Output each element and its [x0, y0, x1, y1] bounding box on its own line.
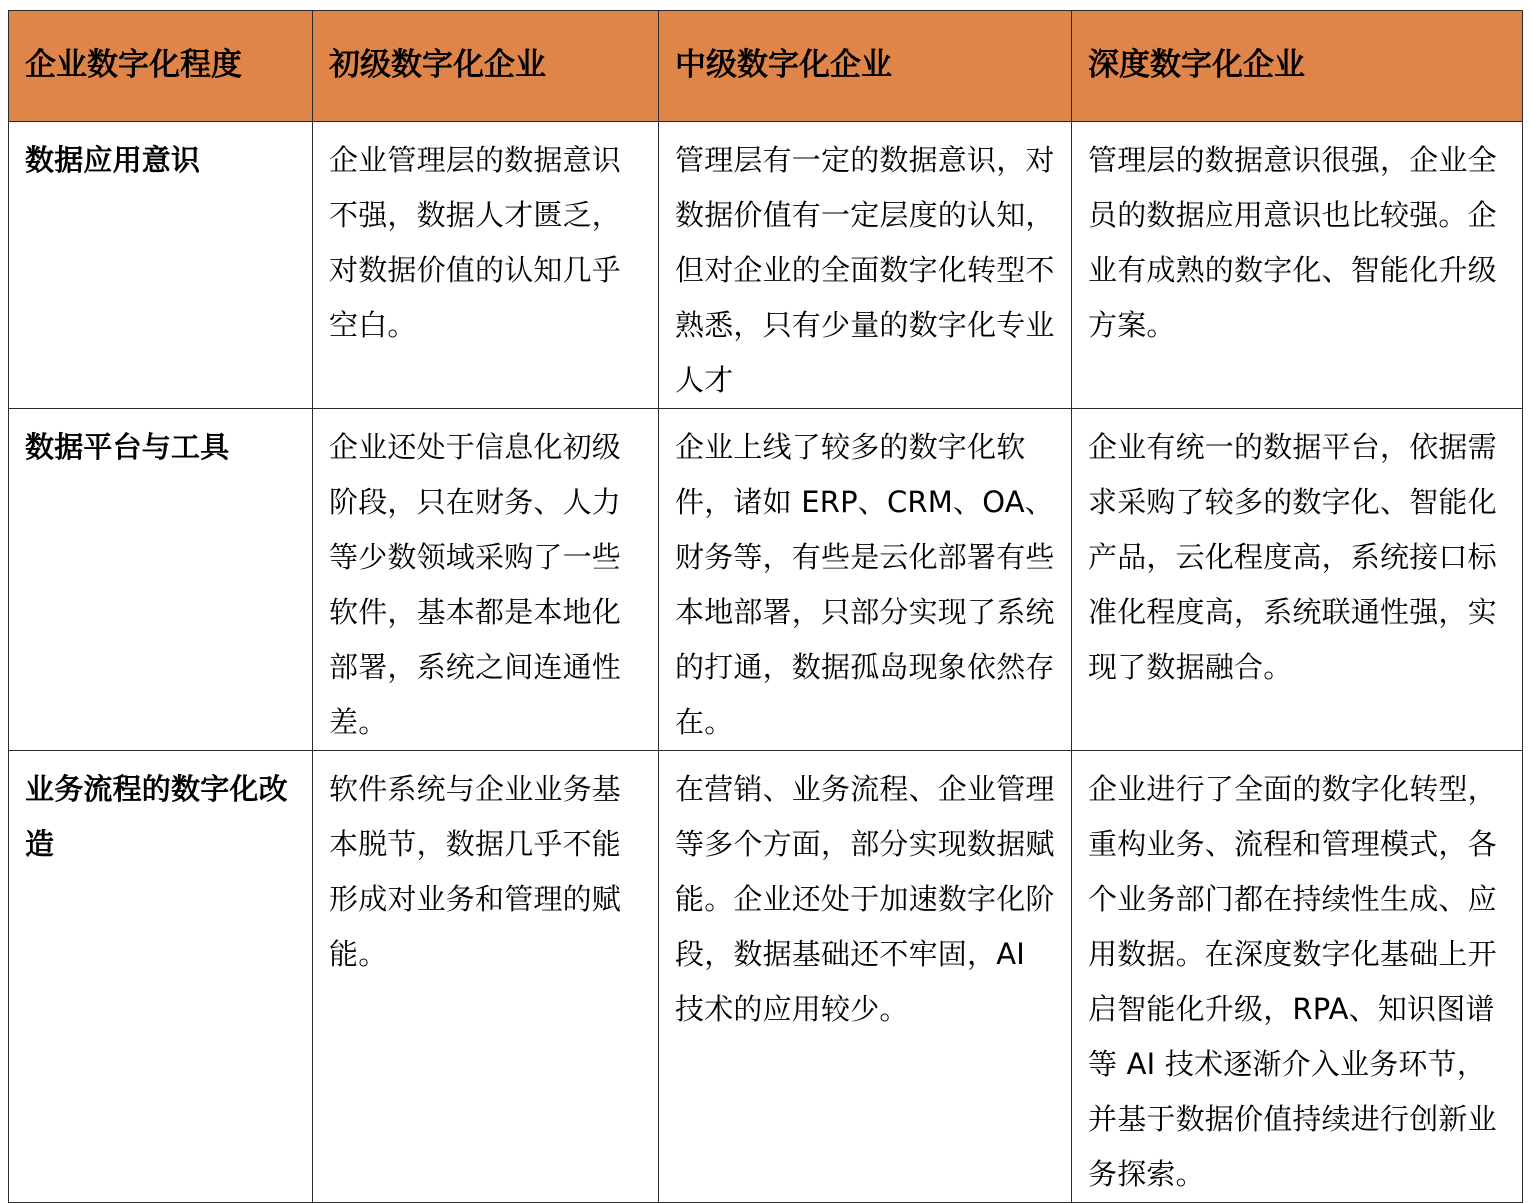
row-label: 数据应用意识 — [25, 143, 201, 177]
header-label: 初级数字化企业 — [329, 47, 546, 84]
table-cell — [313, 122, 659, 409]
row-label-cell — [9, 751, 313, 1203]
table-cell — [313, 751, 659, 1203]
header-cell-deep — [1072, 11, 1523, 122]
table-row — [9, 751, 1523, 1203]
header-label: 企业数字化程度 — [25, 47, 242, 84]
table-body — [9, 122, 1523, 1203]
table-cell — [659, 122, 1072, 409]
header-cell-primary — [313, 11, 659, 122]
row-label-cell — [9, 409, 313, 751]
header-cell-intermediate — [659, 11, 1072, 122]
cell-text: 企业上线了较多的数字化软件，诸如 ERP、CRM、OA、财务等，有些是云化部署有些本地部署，只部分实现了系统的打通，数据孤岛现象依然存在。 — [675, 430, 1055, 739]
cell-text: 企业进行了全面的数字化转型，重构业务、流程和管理模式，各个业务部门都在持续性生成、应用数据。在深度数字化基础上开启智能化升级，RPA、知识图谱等 AI 技术逐渐介入业务环节，并基于数据价值持续进行创新业务探索。 — [1088, 772, 1497, 1191]
cell-text: 企业还处于信息化初级阶段，只在财务、人力等少数领域采购了一些软件，基本都是本地化部署，系统之间连通性差。 — [329, 430, 622, 739]
table-cell — [1072, 751, 1523, 1203]
maturity-comparison-table — [8, 10, 1523, 1203]
header-label: 中级数字化企业 — [675, 47, 892, 84]
cell-text: 在营销、业务流程、企业管理等多个方面，部分实现数据赋能。企业还处于加速数字化阶段，数据基础还不牢固，AI 技术的应用较少。 — [675, 772, 1055, 1026]
table-cell — [1072, 122, 1523, 409]
table-cell — [313, 409, 659, 751]
table-row — [9, 122, 1523, 409]
row-label: 数据平台与工具 — [25, 430, 230, 464]
header-row — [9, 11, 1523, 122]
cell-text: 管理层的数据意识很强，企业全员的数据应用意识也比较强。企业有成熟的数字化、智能化升级方案。 — [1088, 143, 1497, 342]
cell-text: 管理层有一定的数据意识，对数据价值有一定层度的认知，但对企业的全面数字化转型不熟悉，只有少量的数字化专业人才 — [675, 143, 1055, 397]
header-label: 深度数字化企业 — [1088, 47, 1305, 84]
table-cell — [659, 751, 1072, 1203]
cell-text: 软件系统与企业业务基本脱节，数据几乎不能形成对业务和管理的赋能。 — [329, 772, 622, 971]
cell-text: 企业管理层的数据意识不强，数据人才匮乏，对数据价值的认知几乎空白。 — [329, 143, 622, 342]
row-label-cell — [9, 122, 313, 409]
row-label: 业务流程的数字化改造 — [25, 772, 288, 861]
table-cell — [1072, 409, 1523, 751]
header-cell-degree — [9, 11, 313, 122]
cell-text: 企业有统一的数据平台，依据需求采购了较多的数字化、智能化产品，云化程度高，系统接口标准化程度高，系统联通性强，实现了数据融合。 — [1088, 430, 1497, 684]
table-header — [9, 11, 1523, 122]
table-row — [9, 409, 1523, 751]
table-cell — [659, 409, 1072, 751]
